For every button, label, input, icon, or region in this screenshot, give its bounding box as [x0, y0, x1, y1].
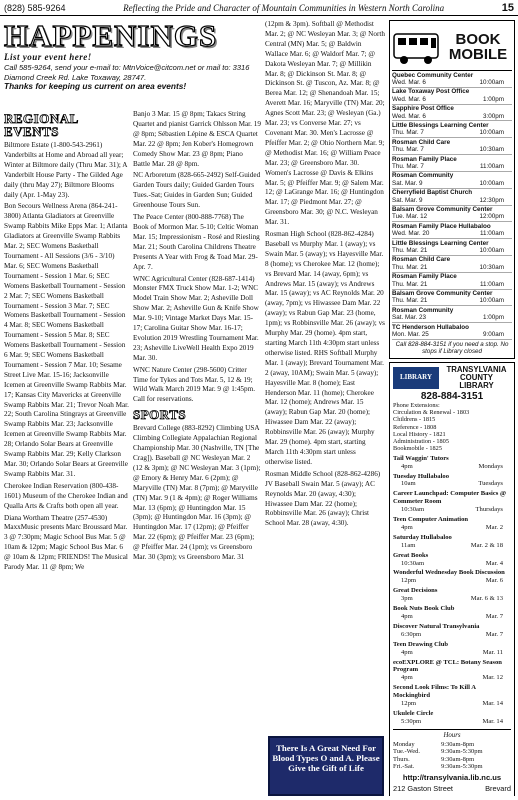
stop-when — [392, 331, 512, 338]
event-time: 10am — [401, 480, 416, 488]
stop-time: 10:00am — [479, 129, 504, 137]
hours-title: Hours — [393, 729, 511, 741]
stop-time: 12:30pm — [479, 196, 504, 204]
stop-day: Thu. Mar. 7 — [392, 146, 424, 154]
event-when — [393, 480, 511, 488]
stop-day: Wed. Mar. 20 — [392, 230, 430, 238]
library-event — [393, 659, 511, 683]
column-d — [389, 20, 515, 796]
bookmobile-stop — [392, 256, 512, 273]
bookmobile-stop — [392, 290, 512, 307]
bookmobile-stop — [392, 88, 512, 105]
event-name: Tail Waggin' Tutors — [393, 454, 449, 462]
stop-location: Rosman Child Care — [392, 138, 451, 146]
event-date: Mar. 14 — [482, 717, 503, 725]
bus-icon — [392, 26, 444, 68]
bookmobile-schedule — [389, 20, 515, 359]
stop-day: Thu. Mar. 21 — [392, 297, 428, 305]
library-event — [393, 605, 511, 621]
event-when — [393, 649, 511, 657]
stop-time: 11:00am — [479, 230, 504, 238]
event-when — [393, 613, 511, 621]
stop-time: 3:00pm — [482, 112, 504, 120]
event-time: 5:30pm — [401, 717, 422, 725]
sports-paragraph: (12pm & 3pm). Softball @ Methodist Mar. 2; @ NC Wesleyan Mar. 3; @ North Central (MN) Mar. 5; @ Baldwin Wallace Mar. 6; @ Waldorf Mar. 7; @ Dakota Wesleyan Mar. 7; @ Millikin Mar. 8; @ Dickinson St. Mar. 8; @ Dickinson St. @ Tuscon, Az. Mar. 8; @ Berea Mar. 12; @ Shenandoah Mar. 15; Averett Mar. 16; Maryville (TN) Mar. 20; Agnes Scott Mar. 23; @ Wesleyan (Ga.) Mar. 23; vs Converse Mar. 27; vs Covenant Mar. 30. Men's Lacrosse @ Pfeiffer Mar. 2; @ Ohio Northern Mar. 9; @ Methodist Mar. 16; @ William Peace Mar. 23; @ Greensboro Mar. 30. Women's Lacrosse @ Davis & Elkins Mar. 5; @ Pfeiffer Mar. 9; @ Salem Mar. 12; @ LaGrange Mar. 16; @ Huntingdon Mar. 17; @ Piedmont Mar. 27; @ Greensboro Mar. 30; @ N.C. Wesleyan Mar. 31. — [265, 20, 385, 227]
hours-time: 9:30am-5:30pm — [441, 763, 483, 771]
event-paragraph: Biltmore Estate (1-800-543-2961) Vanderbilts at Home and Abroad all year; Winter at Biltmore daily (Thru Mar. 31); A Vanderbilt House Party - The Gilded Age daily (thru May 27); Biltmore Blooms daily (Apr. 1-May 23). — [4, 141, 128, 199]
stop-when — [392, 281, 512, 288]
event-name: Great Books — [393, 551, 429, 559]
bookmobile-stop — [392, 222, 512, 239]
hours-row — [393, 756, 511, 764]
directory-line: Childrens - 1815 — [393, 416, 436, 424]
stop-location: Little Blessings Learning Center — [392, 239, 489, 247]
intro-thanks: Thanks for keeping us current on area events! — [4, 81, 187, 91]
event-name: Ukulele Circle — [393, 709, 434, 717]
event-name: Wonderful Wednesday Book Discussion — [393, 569, 505, 577]
sports-paragraph: Rosman Middle School (828-862-4286) JV Baseball Swain Mar. 5 (away); AC Reynolds Mar. 20 (away, 4:30); Hiwassee Dam Mar. 22 (home); Robbinsville Mar. 26 (away); Christ School Mar. 28 (away, 4:30). — [265, 469, 381, 528]
hours-day: Monday — [393, 740, 415, 748]
stop-when — [392, 113, 512, 120]
event-when — [393, 674, 511, 682]
event-time: 12pm — [401, 577, 417, 585]
stop-location: Rosman Child Care — [392, 256, 451, 264]
stop-location: Quebec Community Center — [392, 71, 474, 79]
event-date: Mar. 11 — [482, 648, 503, 656]
event-time: 4pm — [401, 648, 413, 656]
event-when — [393, 506, 511, 514]
stop-time: 10:00am — [479, 78, 504, 86]
stop-location: Balsam Grove Community Center — [392, 206, 493, 213]
stop-when — [392, 297, 512, 304]
event-name: Book Nuts Book Club — [393, 605, 455, 613]
stop-time: 1:00pm — [482, 314, 504, 322]
bookmobile-stop — [392, 71, 512, 88]
event-time: 10:30am — [401, 559, 425, 567]
stop-day: Thu. Mar. 21 — [392, 263, 428, 271]
library-event — [393, 473, 511, 489]
event-paragraph: WNC Nature Center (298-5600) Critter Time for Tykes and Tots Mar. 5, 12 & 19; Wild Walk March 2019 Mar. 9 @ 1:45pm. Call for reservations. — [133, 365, 255, 404]
bookmobile-stop — [392, 323, 512, 340]
library-url[interactable]: http://transylvania.lib.nc.us — [402, 772, 502, 782]
event-name: Teen Drawing Club — [393, 640, 449, 648]
library-event — [393, 490, 511, 514]
directory-line: Circulation & Renewal - 1803 — [393, 408, 470, 416]
stop-location: Rosman Community — [392, 172, 454, 180]
event-paragraph: Bon Secours Wellness Arena (864-241-3800) Atlanta Gladiators at Greenville Swamp Rabbits Mike Epps Mar. 1; Atlanta Gladiators at Greenville Swamp Rabbits Mar. 2; SEC Womens Basketball Tournament - All Sessions (3/6 - 3/10) Mar. 6; SEC Womens Basketball Tournament - Session 1 Mar. 6; SEC Womens Basketball Tournament - Session 2 Mar. 7; SEC Womens Basketball Tournament - Session 3 Mar. 7; SEC Womens Basketball Tournament - Session 4 Mar. 8; SEC Womens Basketball Tournament - Session 5 Mar. 8; SEC Womens Basketball Tournament - Session 6 Mar. 9; SEC Womens Basketball Tournament - Session 7 Mar. 10; Sesame Street Live Mar. 15-16; Jacksonville Icemen at Greenville Swamp Rabbits Mar. 17; Kansas City Mavericks at Greenville Swamp Rabbits Mar. 21; Trevor Noah Mar. 22; South Carolina Stingrays at Greenville Swamp Rabbits Mar. 23; Jacksonville Icemen at Greenville Swamp Rabbits Mar. 28; Orlando Solar Bears at Greenville Swamp Rabbits Mar. 29; Kelly Clarkson Mar. 30; Orlando Solar Bears at Greenville Swamp Rabbits Mar. 31. — [4, 202, 129, 478]
stop-day: Thu. Mar. 7 — [392, 129, 424, 137]
event-date: Mar. 7 — [485, 630, 503, 638]
library-event — [393, 569, 511, 585]
bookmobile-footer: Call 828-884-3151 if you need a stop. No stops if Library closed — [395, 341, 509, 356]
event-when — [393, 577, 511, 585]
stop-when — [392, 79, 512, 86]
stop-time: 10:00am — [479, 297, 504, 305]
event-date: Mar. 6 — [485, 577, 503, 585]
event-when — [393, 524, 511, 532]
stop-day: Thu. Mar. 21 — [392, 247, 428, 255]
stop-location: Lake Toxaway Post Office — [392, 88, 470, 96]
event-time: 10:30am — [401, 506, 425, 514]
event-name: Second Look Films: To Kill A Mockingbird — [393, 684, 476, 700]
stop-day: Thu. Mar. 7 — [392, 162, 424, 170]
stop-day: Sat. Mar. 23 — [392, 314, 426, 322]
event-time: 6:30pm — [401, 630, 422, 638]
bookmobile-title-line-2: MOBILE — [448, 45, 508, 63]
stop-day: Thu. Mar. 21 — [392, 280, 428, 288]
library-event — [393, 684, 511, 708]
library-directory — [393, 402, 511, 453]
stop-day: Sat. Mar. 9 — [392, 179, 423, 187]
event-time: 11am — [401, 541, 416, 549]
library-street: 212 Gaston Street — [393, 783, 453, 793]
directory-line: Local History - 1821 — [393, 430, 446, 438]
bookmobile-stops — [392, 71, 512, 340]
library-event — [393, 516, 511, 532]
event-time: 12pm — [401, 700, 417, 708]
stop-location: Balsam Grove Community Center — [392, 290, 493, 298]
bookmobile-stop — [392, 138, 512, 155]
hours-time: 9:30am-8pm — [441, 740, 475, 748]
stop-when — [392, 96, 512, 103]
event-date: Mar. 2 — [485, 523, 503, 531]
hours-row — [393, 763, 511, 771]
header-tagline: Reflecting the Pride and Character of Mountain Communities in Western North Carolina — [123, 2, 445, 13]
library-info — [389, 362, 515, 796]
event-paragraph: WNC Agricultural Center (828-687-1414) Monster FMX Truck Show Mar. 1-2; WNC Model Train Show Mar. 2; Asheville Doll Show Mar. 2; Asheville Gun & Knife Show Mar. 9-10; Vintage Market Days Mar. 15-17; Carolina Guitar Show Mar. 16-17; Evolution 2019 Wrestling Tournament Mar. 23; Asheville LiveWell Health Expo 2019 Mar. 30. — [133, 274, 259, 362]
event-when — [393, 700, 511, 708]
stop-when — [392, 247, 512, 254]
library-event — [393, 534, 511, 550]
stop-when — [392, 230, 512, 237]
hours-day: Fri.-Sat. — [393, 763, 415, 771]
hours-time: 9:30am-8pm — [441, 755, 475, 763]
event-when — [393, 560, 511, 568]
stop-day: Wed. Mar. 6 — [392, 95, 426, 103]
event-paragraph: The Peace Center (800-888-7768) The Book of Mormon Mar. 5-10; Celtic Woman Mar. 15; Impressionism - Rosé and Riesling Mar. 21; South Carolina Childrens Theatre Presents A Year with Frog & Toad Mar. 29-Apr. 7. — [133, 213, 260, 271]
event-time: 4pm — [401, 462, 413, 470]
event-when — [393, 631, 511, 639]
event-name: Great Decisions — [393, 587, 438, 595]
library-events — [393, 455, 511, 726]
stop-time: 1:00pm — [482, 95, 504, 103]
stop-location: Rosman Family Place Hullabaloo — [392, 222, 491, 230]
library-event — [393, 455, 511, 471]
library-event — [393, 587, 511, 603]
stop-time: 10:00am — [479, 179, 504, 187]
bookmobile-stop — [392, 239, 512, 256]
stop-when — [392, 264, 512, 271]
stop-time: 11:00am — [479, 162, 504, 170]
happenings-title: HAPPENINGS — [4, 18, 218, 53]
bookmobile-stop — [392, 189, 512, 206]
event-when — [393, 595, 511, 603]
happenings-intro — [4, 63, 262, 92]
event-date: Mar. 4 — [485, 559, 503, 567]
stop-when — [392, 146, 512, 153]
library-address — [393, 784, 511, 794]
bookmobile-title — [444, 32, 512, 62]
stop-location: Rosman Family Place — [392, 155, 457, 163]
stop-location: Cherryfield Baptist Church — [392, 189, 473, 197]
column-c — [265, 20, 385, 732]
stop-when — [392, 129, 512, 136]
hours-time: 9:30am-5:30pm — [441, 748, 483, 756]
event-name: Saturday Hullabaloo — [393, 533, 452, 541]
stop-when — [392, 314, 512, 321]
stop-when — [392, 163, 512, 170]
intro-text: Call 585-9264, send your e-mail to: MtnVoice@citcom.net or mail to: 3316 Diamond Creek Rd. Lake Toxaway, 28747. — [4, 63, 250, 82]
bookmobile-stop — [392, 172, 512, 189]
library-logo: LIBRARY — [393, 367, 439, 389]
stop-time: 12:00pm — [479, 213, 504, 221]
library-event — [393, 552, 511, 568]
event-paragraph: Banjo 3 Mar. 15 @ 8pm; Takacs String Quartet and pianist Garrick Ohlsson Mar. 19 @ 8pm; Sébastien Lépine & ESCA Quartet Mar. 22 @ 8pm; Jen Kober's Homegrown Comedy Show Mar. 23 @ 8pm; Piano Battle Mar. 28 @ 8pm. — [133, 110, 261, 168]
event-date: Mar. 2 & 18 — [470, 541, 503, 549]
event-time: 4pm — [401, 674, 413, 682]
library-event — [393, 710, 511, 726]
header-phone: (828) 585-9264 — [4, 2, 66, 13]
stop-time: 10:30am — [479, 146, 504, 154]
bookmobile-title-line-1: BOOK — [455, 30, 501, 48]
bookmobile-stop — [392, 273, 512, 290]
stop-location: Little Blessings Learning Center — [392, 121, 489, 129]
library-header — [393, 366, 511, 391]
stop-time: 11:00am — [479, 280, 504, 288]
stop-time: 10:30am — [479, 263, 504, 271]
stop-location: Sapphire Post Office — [392, 105, 454, 113]
blood-donation-box: There Is A Great Need For Blood Types O and A. Please Give the Gift of Life — [268, 736, 384, 796]
column-b — [133, 110, 261, 796]
hours-row — [393, 741, 511, 749]
column-a — [4, 112, 129, 796]
stop-day: Wed. Mar. 6 — [392, 78, 426, 86]
bookmobile-stop — [392, 306, 512, 323]
bookmobile-header — [392, 23, 512, 71]
library-name: TRANSYLVANIA COUNTY LIBRARY — [446, 364, 507, 391]
event-paragraph: Diana Wortham Theatre (257-4530) MaxxMusic presents Marc Broussard Mar. 3 @ 7:30pm; Magic School Bus Mar. 5 @ 10am & 12pm; Magic School Bus Mar. 6 @ 10am & 12pm; FRIENDS! The Musical Parody Mar. 11 @ 8pm; We — [4, 513, 128, 572]
event-date: Mar. 12 — [482, 674, 503, 682]
stop-location: Rosman Family Place — [392, 273, 457, 281]
event-paragraph: Cherokee Indian Reservation (800-438-1601) Museum of the Cherokee Indian and Qualla Arts & Crafts both open all year. — [4, 481, 128, 510]
event-date: Mondays — [478, 462, 503, 470]
library-city: Brevard — [485, 783, 511, 793]
sports-paragraph: Rosman High School (828-862-4284) Baseball vs Murphy Mar. 1 (away); vs Swain Mar. 5 (away); vs Hayesville Mar. 8 (home); vs Cherokee Mar. 12 (home); vs Brevard Mar. 14 (away, 6pm); vs Andrews Mar. 15 (away); vs Andrews Mar. 15 (away); vs AC Reynolds Mar. 20 (away, 7pm); vs Hiwassee Dam Mar. 22 (away); vs Rabun Gap Mar. 23 (home, 1pm); vs Robbinsville Mar. 26 (away); vs Murphy Mar. 29 (home). 4pm start, starting March 11th 4:30pm start unless otherwise listed. RHS Softball Murphy Mar. 1 (away); Brevard Tournament Mar. 2 (away, 10AM); Swain Mar. 5 (away); Hayesville Mar. 8 (home); East Henderson Mar. 11 (home); Cherokee Mar. 12 (home); Andrews Mar. 15 (away); Rabun Gap Mar. 20 (home); Hiwassee Dam Mar. 22 (away); Robbinsville Mar. 26 (away); Murphy Mar. 29 (home). 4pm start, starting March 11th 4:30pm start unless otherwise listed. — [265, 230, 385, 466]
stop-time: 9:00am — [482, 331, 504, 339]
stop-location: Rosman Community — [392, 306, 454, 314]
regional-events-title: REGIONAL EVENTS — [4, 112, 79, 139]
stop-when — [392, 213, 512, 220]
library-event — [393, 623, 511, 639]
stop-day: Mon. Mar. 25 — [392, 331, 429, 339]
event-name: Discover Natural Transylvania — [393, 622, 480, 630]
stop-day: Wed. Mar. 6 — [392, 112, 426, 120]
hours-day: Thurs. — [393, 755, 410, 763]
directory-line: Reference - 1808 — [393, 423, 437, 431]
event-date: Mar. 7 — [485, 613, 503, 620]
event-when — [393, 718, 511, 726]
event-time: 3pm — [401, 595, 413, 603]
hours-day: Tue.-Wed. — [393, 748, 421, 756]
directory-line: Bookmobile - 1825 — [393, 445, 442, 453]
event-when — [393, 463, 511, 471]
event-name: Career Launchpad: Computer Basics @ Commeter Room — [393, 490, 507, 506]
directory-line: Phone Extensions: — [393, 401, 440, 409]
bookmobile-stop — [392, 206, 512, 223]
stop-when — [392, 180, 512, 187]
event-date: Thursdays — [475, 506, 503, 514]
happenings-subtitle: List your event here! — [4, 52, 92, 62]
event-name: ecoEXPLORE @ TCL: Botany Season Program — [393, 658, 502, 674]
stop-day: Sat. Mar. 9 — [392, 196, 423, 204]
page-header-bar — [0, 0, 518, 16]
event-paragraph: NC Arboretum (828-665-2492) Self-Guided Garden Tours daily; Guided Garden Tours Tues.-Sat; Guides in Garden Sun; Guided Greenhouse Tours Sun. — [133, 171, 261, 210]
bookmobile-stop — [392, 121, 512, 138]
page-number: 15 — [501, 1, 514, 14]
sports-paragraph: Brevard College (883-8292) Climbing USA Climbing Collegiate Appalachian Regional Championship Mar. 30 (Nashville, TN [The Crag]). Baseball @ NC Wesleyan Mar. 2 (12 & 3pm); @ NC Wesleyan Mar. 3 (1pm); @ Emory & Henry Mar. 6 (2pm); @ Maryville (TN) Mar. 8 (7pm); @ Maryville (TN) Mar. 9 (1 & 4pm); @ Roger Williams Mar. 13 (6pm); @ Huntingdon Mar. 15 (3pm); @ Huntingdon Mar. 16 (3pm); @ Huntingdon Mar. 17 (12pm); @ Pfeiffer Mar. 22 (6pm); @ Pfeiffer Mar. 23 (6pm); @ Pfeiffer Mar. 24 (1pm); vs Greensboro Mar. 30 (3pm); vs Greensboro Mar. 31 — [133, 424, 261, 562]
library-hours — [393, 741, 511, 771]
library-phone: 828-884-3151 — [420, 390, 484, 402]
event-date: Tuesdays — [478, 480, 503, 488]
hours-row — [393, 748, 511, 756]
event-name: Teen Computer Animation — [393, 516, 469, 524]
event-date: Mar. 6 & 13 — [470, 595, 503, 603]
sports-title: SPORTS — [133, 407, 187, 423]
bookmobile-stop — [392, 105, 512, 122]
directory-line: Administration - 1805 — [393, 438, 449, 446]
event-date: Mar. 14 — [482, 700, 503, 708]
bookmobile-stop — [392, 155, 512, 172]
event-time: 4pm — [401, 523, 413, 531]
event-when — [393, 542, 511, 550]
stop-location: TC Henderson Hullabaloo — [392, 323, 469, 331]
event-time: 4pm — [401, 613, 413, 620]
stop-time: 10:00am — [479, 247, 504, 255]
event-name: Tuesday Hullabaloo — [393, 472, 450, 480]
library-event — [393, 641, 511, 657]
stop-day: Tue. Mar. 12 — [392, 213, 428, 221]
stop-when — [392, 197, 512, 204]
